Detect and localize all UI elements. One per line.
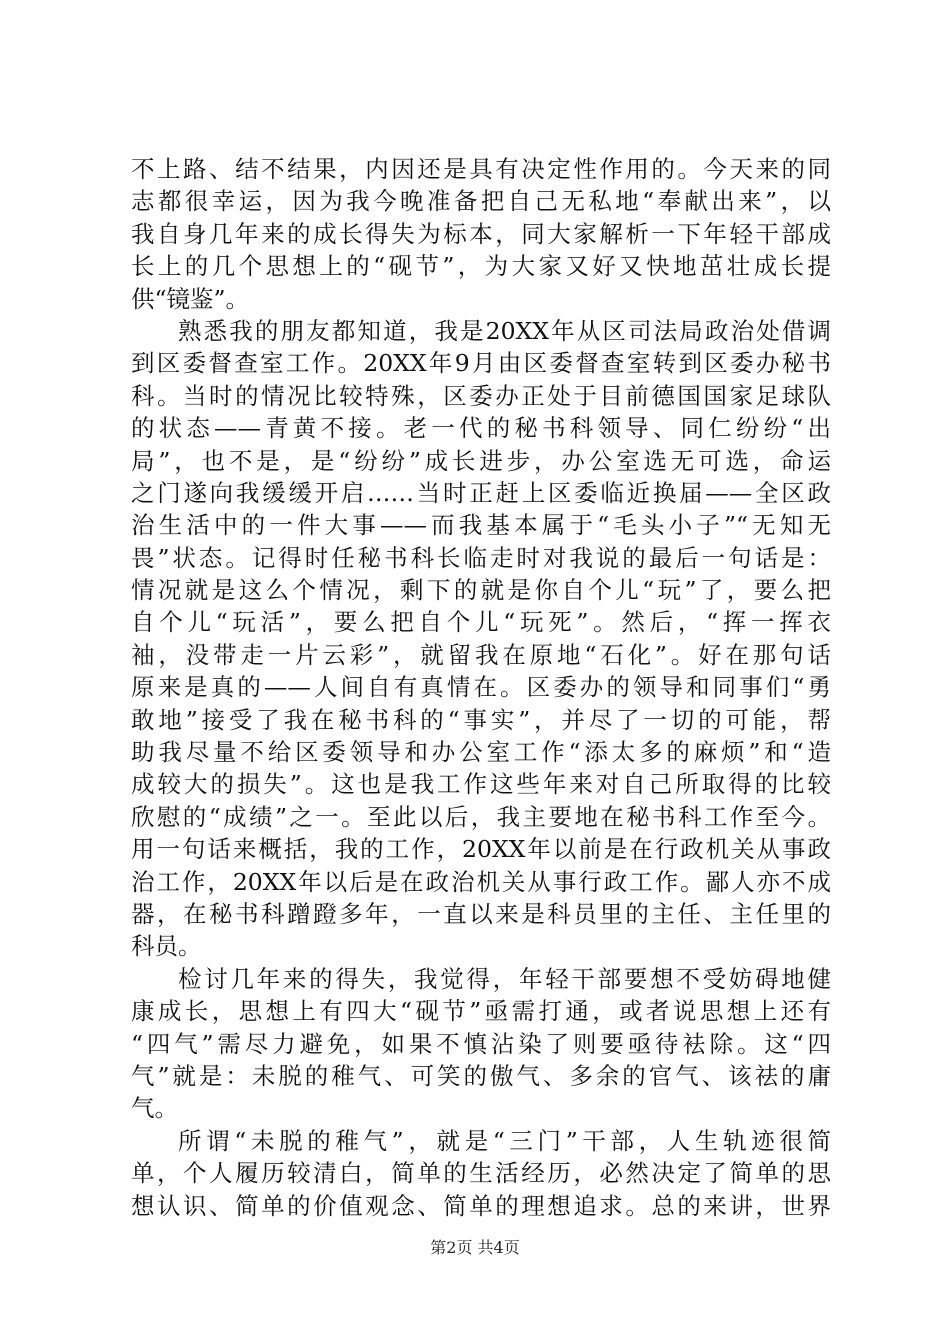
text-line: 我自身几年来的成长得失为标本，同大家解析一下年轻干部成 — [131, 219, 831, 248]
text-line: 气”就是：未脱的稚气、可笑的傲气、多余的官气、该祛的庸 — [131, 1061, 831, 1090]
text-line: 治工作，20XX年以后是在政治机关从事行政工作。鄙人亦不成 — [131, 867, 831, 896]
text-line: 到区委督查室工作。20XX年9月由区委督查室转到区委办秘书 — [131, 349, 831, 378]
text-line: 康成长，思想上有四大“砚节”亟需打通，或者说思想上还有 — [131, 997, 831, 1026]
text-line: 志都很幸运，因为我今晚准备把自己无私地“奉献出来”，以 — [131, 187, 831, 216]
text-line: 敢地”接受了我在秘书科的“事实”，并尽了一切的可能，帮 — [131, 705, 831, 734]
text-line: 科。当时的情况比较特殊，区委办正处于目前德国国家足球队 — [131, 381, 831, 410]
text-line: 检讨几年来的得失，我觉得，年轻干部要想不受妨碍地健 — [178, 964, 831, 993]
text-line: 畏”状态。记得时任秘书科长临走时对我说的最后一句话是： — [131, 543, 831, 572]
text-line: 供“镜鉴”。 — [131, 284, 250, 313]
text-line: 科员。 — [131, 932, 202, 961]
text-line: 自个儿“玩活”，要么把自个儿“玩死”。然后，“挥一挥衣 — [131, 608, 831, 637]
text-line: 所谓“未脱的稚气”，就是“三门”干部，人生轨迹很简 — [178, 1126, 831, 1155]
text-line: 不上路、结不结果，内因还是具有决定性作用的。今天来的同 — [131, 155, 831, 183]
text-line: 成较大的损失”。这也是我工作这些年来对自己所取得的比较 — [131, 770, 831, 799]
page-footer: 第2页 共4页 — [430, 1238, 520, 1257]
text-line: 的状态——青黄不接。老一代的秘书科领导、同仁纷纷“出 — [131, 414, 831, 443]
text-line: 用一句话来概括，我的工作，20XX年以前是在行政机关从事政 — [131, 835, 831, 864]
text-line: 治生活中的一件大事——而我基本属于“毛头小子”“无知无 — [131, 511, 831, 540]
document-body — [131, 153, 831, 1222]
text-line: 袖，没带走一片云彩”，就留我在原地“石化”。好在那句话 — [131, 640, 831, 669]
text-line: 情况就是这么个情况，剩下的就是你自个儿“玩”了，要么把 — [131, 576, 831, 605]
text-line: 想认识、简单的价值观念、简单的理想追求。总的来讲，世界 — [131, 1191, 831, 1220]
text-line: 助我尽量不给区委领导和办公室工作“添太多的麻烦”和“造 — [131, 738, 831, 767]
text-line: “四气”需尽力避免，如果不慎沾染了则要亟待袪除。这“四 — [131, 1029, 831, 1058]
text-line: 欣慰的“成绩”之一。至此以后，我主要地在秘书科工作至今。 — [131, 802, 831, 831]
text-line: 局”，也不是，是“纷纷”成长进步，办公室选无可选，命运 — [131, 446, 831, 475]
text-line: 原来是真的——人间自有真情在。区委办的领导和同事们“勇 — [131, 673, 831, 702]
text-line: 气。 — [131, 1094, 178, 1123]
text-line: 熟悉我的朋友都知道，我是20XX年从区司法局政治处借调 — [178, 316, 831, 345]
text-line: 单，个人履历较清白，简单的生活经历，必然决定了简单的思 — [131, 1159, 831, 1188]
text-line: 之门遂向我缓缓开启……当时正赶上区委临近换届——全区政 — [131, 478, 831, 507]
text-line: 器，在秘书科蹭蹬多年，一直以来是科员里的主任、主任里的 — [131, 899, 831, 928]
text-line: 长上的几个思想上的“砚节”，为大家又好又快地茁壮成长提 — [131, 252, 831, 281]
